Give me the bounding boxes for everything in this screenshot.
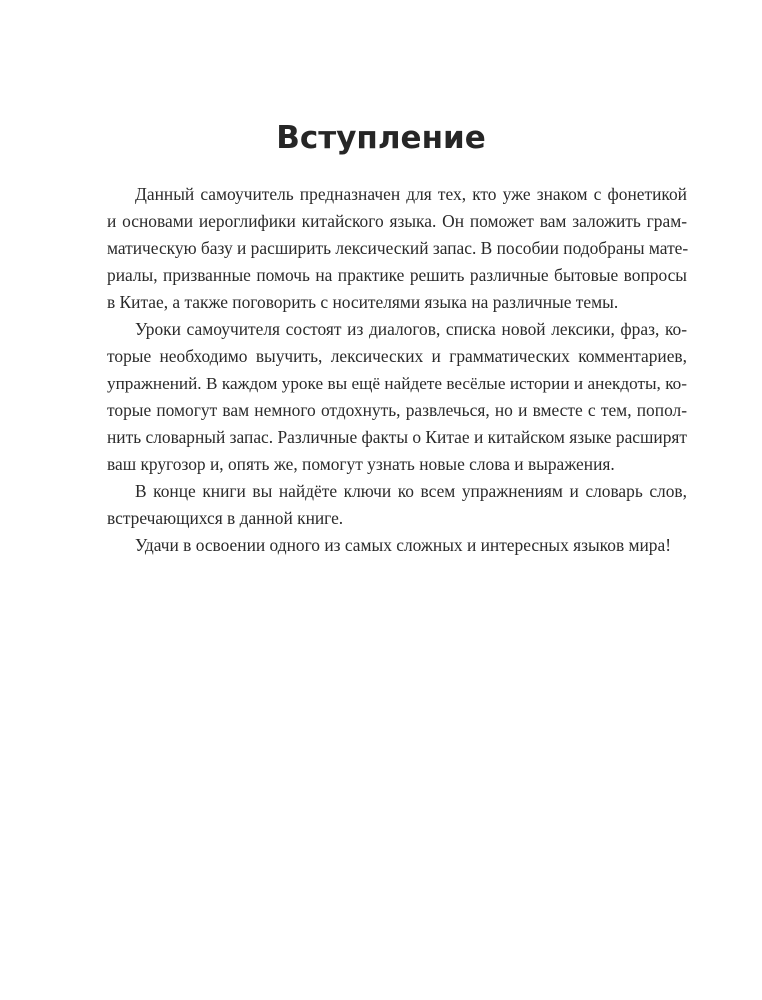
text-line: торые помогут вам немного отдохнуть, развлечься, но и вместе с тем, попол- [107,400,687,420]
text-line: торые необходимо выучить, лексических и грамматических комментариев, [107,346,687,366]
text-line: нить словарный запас. Различные факты о Китае и китайском языке расширят [107,427,687,447]
text-line: встречающихся в данной книге. [107,508,344,528]
text-line: упражнений. В каждом уроке вы ещё найдете весёлые истории и анекдоты, ко- [107,374,687,393]
text-line: риалы, призванные помочь на практике решить различные бытовые вопросы [107,265,687,285]
text-line: В конце книги вы найдёте ключи ко всем упражнениям и словарь слов, [135,481,687,501]
text-line: и основами иероглифики китайского языка. Он поможет вам заложить грам- [107,211,687,231]
page-title: Вступление [276,120,486,156]
text-line: Данный самоучитель предназначен для тех, кто уже знаком с фонетикой [135,184,687,204]
text-line: матическую базу и расширить лексический запас. В пособии подобраны мате- [107,238,689,258]
text-line: Уроки самоучителя состоят из диалогов, списка новой лексики, фраз, ко- [135,319,687,339]
text-line: ваш кругозор и, опять же, помогут узнать новые слова и выражения. [107,454,615,474]
text-line: Удачи в освоении одного из самых сложных и интересных языков мира! [135,535,672,555]
text-line: в Китае, а также поговорить с носителями языка на различные темы. [107,292,619,312]
